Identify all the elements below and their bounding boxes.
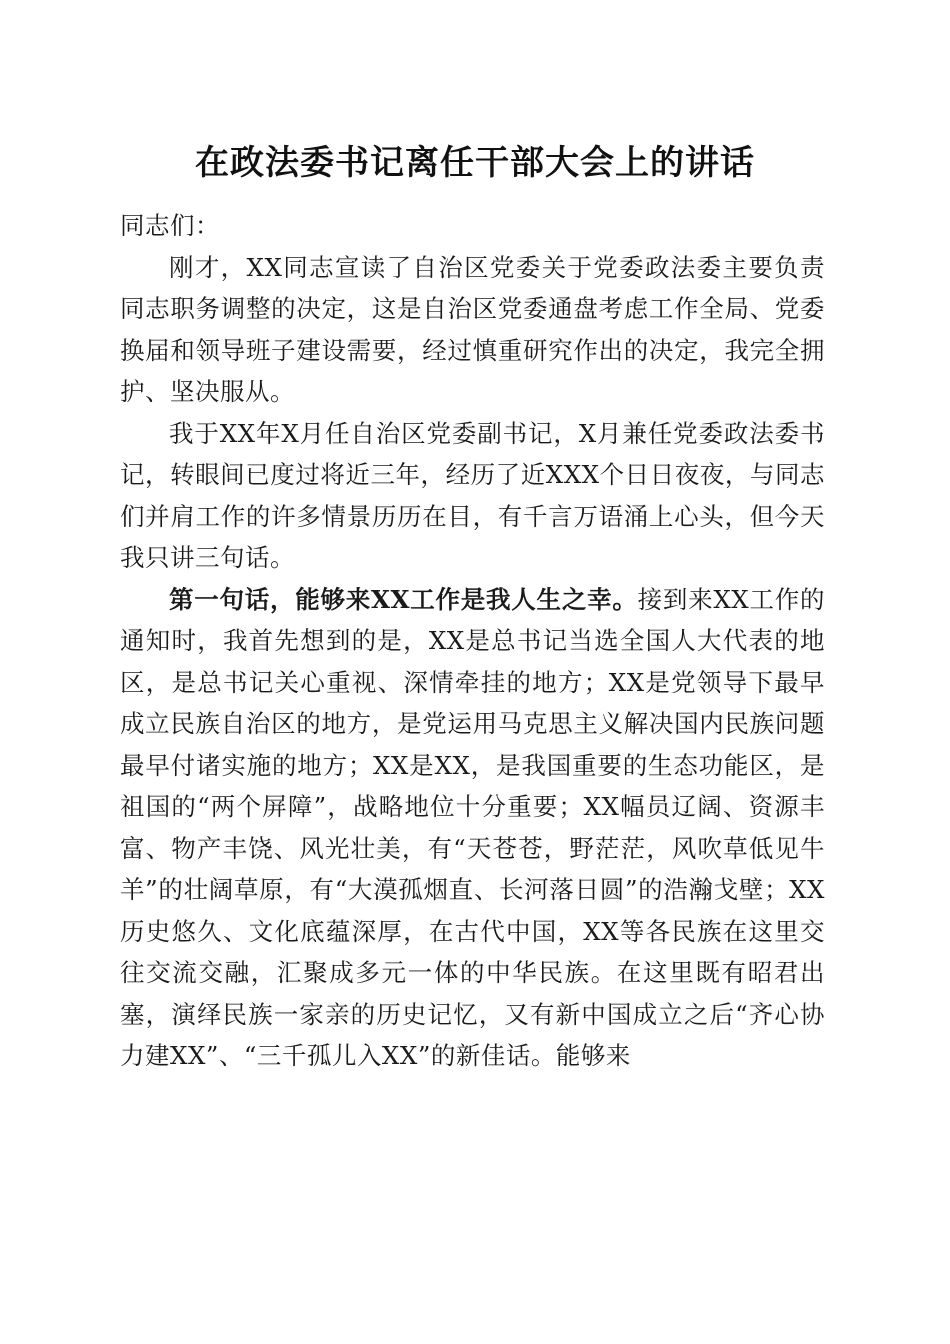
paragraph-text: 接到来XX工作的通知时，我首先想到的是，XX是总书记当选全国人大代表的地区，是总书记关心重视、深情牵挂的地方；XX是党领导下最早成立民族自治区的地方，是党运用马克思主义解决国内民族问题最早付诸实施的地方；XX是XX，是我国重要的生态功能区，是祖国的“两个屏障”，战略地位十分重要；XX幅员辽阔、资源丰富、物产丰饶、风光壮美，有“天苍苍，野茫茫，风吹草低见牛羊”的壮阔草原，有“大漠孤烟直、长河落日圆”的浩瀚戈壁；XX历史悠久、文化底蕴深厚，在古代中国，XX等各民族在这里交往交流交融，汇聚成多元一体的中华民族。在这里既有昭君出塞，演绎民族一家亲的历史记忆，又有新中国成立之后“齐心协力建XX”、“三千孤儿入XX”的新佳话。能够来 xyxy=(120,584,825,1070)
paragraph-lead-sentence: 第一句话，能够来XX工作是我人生之幸。 xyxy=(169,584,638,614)
paragraph-3 xyxy=(120,579,825,1077)
salutation: 同志们： xyxy=(120,211,220,240)
paragraph-2 xyxy=(120,413,825,579)
document-title: 在政法委书记离任干部大会上的讲话 xyxy=(195,143,755,183)
document-body xyxy=(120,205,825,1077)
paragraph-text: 我于XX年X月任自治区党委副书记，X月兼任党委政法委书记，转眼间已度过将近三年，经历了近XXX个日日夜夜，与同志们并肩工作的许多情景历历在目，有千言万语涌上心头，但今天我只讲三句话。 xyxy=(120,418,825,572)
paragraph-1 xyxy=(120,247,825,413)
paragraph-text: 刚才，XX同志宣读了自治区党委关于党委政法委主要负责同志职务调整的决定，这是自治区党委通盘考虑工作全局、党委换届和领导班子建设需要，经过慎重研究作出的决定，我完全拥护、坚决服从。 xyxy=(120,252,825,406)
